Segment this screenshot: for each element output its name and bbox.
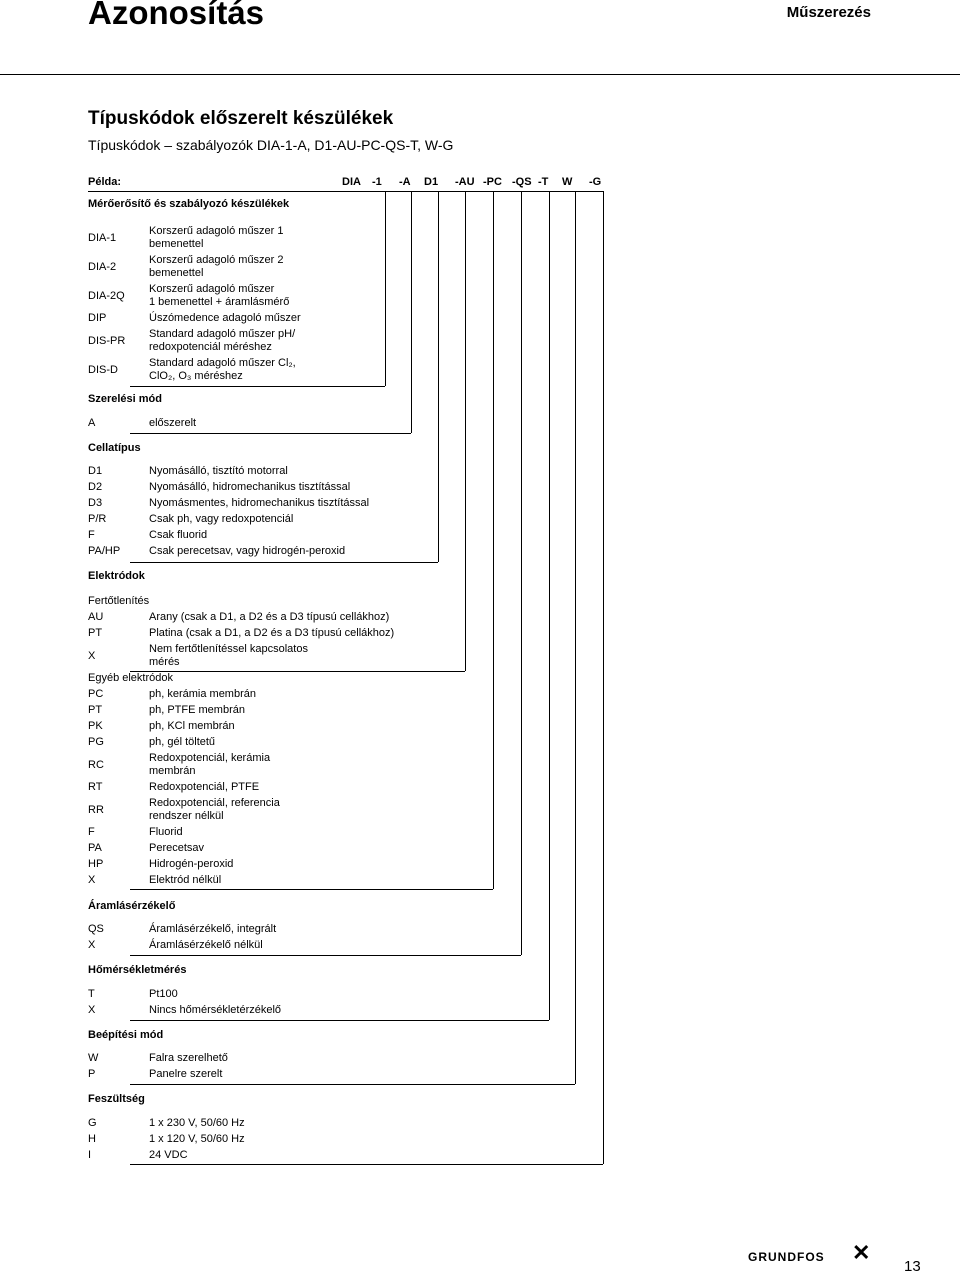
type-code: DIA-2 <box>88 261 117 273</box>
type-code: PA <box>88 842 102 854</box>
code-description: Korszerű adagoló műszer 2 <box>149 254 284 266</box>
type-code: QS <box>88 923 104 935</box>
page-number: 13 <box>904 1258 921 1275</box>
column-connector <box>521 191 522 955</box>
section-title: Beépítési mód <box>88 1029 164 1041</box>
code-description: Redoxpotenciál, referencia <box>149 797 280 809</box>
code-description: előszerelt <box>149 417 197 429</box>
example-code: -PC <box>483 176 502 188</box>
type-code: RT <box>88 781 103 793</box>
type-code: PA/HP <box>88 545 121 557</box>
column-connector <box>438 191 439 562</box>
code-description: Panelre szerelt <box>149 1068 223 1080</box>
column-connector <box>465 191 466 671</box>
code-description: Nyomásálló, tisztító motorral <box>149 465 288 477</box>
section-title: Cellatípus <box>88 442 141 454</box>
code-description: 24 VDC <box>149 1149 188 1161</box>
example-code: D1 <box>424 176 439 188</box>
example-underline <box>88 191 604 192</box>
code-description: Redoxpotenciál, PTFE <box>149 781 260 793</box>
subsection-title: Fertőtlenítés <box>88 595 150 607</box>
type-code: DIP <box>88 312 107 324</box>
section-label: Műszerezés <box>786 4 871 21</box>
type-code: F <box>88 826 95 838</box>
code-description: Nincs hőmérsékletérzékelő <box>149 1004 282 1016</box>
type-code: X <box>88 874 96 886</box>
subtitle: Típuskódok – szabályozók DIA-1-A, D1-AU-PC-QS-T, W-G <box>88 137 454 153</box>
code-description: mérés <box>149 656 180 668</box>
code-description: Nem fertőtlenítéssel kapcsolatos <box>149 643 308 655</box>
code-description: Platina (csak a D1, a D2 és a D3 típusú cellákhoz) <box>149 627 395 639</box>
code-description: rendszer nélkül <box>149 810 224 822</box>
code-description: Csak perecetsav, vagy hidrogén-peroxid <box>149 545 346 557</box>
example-code: W <box>562 176 573 188</box>
code-description: Fluorid <box>149 826 183 838</box>
code-description: Csak ph, vagy redoxpotenciál <box>149 513 294 525</box>
type-code: PT <box>88 704 103 716</box>
column-connector <box>385 191 386 386</box>
column-connector <box>493 191 494 889</box>
section-title: Elektródok <box>88 570 145 582</box>
type-code: P <box>88 1068 96 1080</box>
type-code: HP <box>88 858 104 870</box>
type-code: PK <box>88 720 103 732</box>
code-description: bemenettel <box>149 238 204 250</box>
section-end-line <box>130 386 385 387</box>
section-end-line <box>130 1020 549 1021</box>
brand-logo: GRUNDFOS <box>748 1250 825 1264</box>
code-description: Standard adagoló műszer Cl₂, <box>149 357 296 369</box>
type-code: A <box>88 417 96 429</box>
code-description: 1 bemenettel + áramlásmérő <box>149 296 290 308</box>
brand-mark-icon: ✕ <box>852 1240 871 1265</box>
code-description: Nyomásálló, hidromechanikus tisztítással <box>149 481 351 493</box>
code-description: Hidrogén-peroxid <box>149 858 234 870</box>
type-code: AU <box>88 611 104 623</box>
type-code: D2 <box>88 481 103 493</box>
code-description: ph, kerámia membrán <box>149 688 256 700</box>
type-code: X <box>88 1004 96 1016</box>
section-end-line <box>130 433 411 434</box>
section-end-line <box>130 671 465 672</box>
code-description: ph, gél töltetű <box>149 736 216 748</box>
type-code: F <box>88 529 95 541</box>
example-code: -T <box>538 176 549 188</box>
example-label: Példa: <box>88 176 122 188</box>
section-title: Szerelési mód <box>88 393 162 405</box>
code-description: 1 x 230 V, 50/60 Hz <box>149 1117 245 1129</box>
column-connector <box>575 191 576 1084</box>
type-code: RR <box>88 804 104 816</box>
type-code: DIA-1 <box>88 232 117 244</box>
section-title: Áramlásérzékelő <box>88 900 176 912</box>
header-divider <box>0 74 960 75</box>
example-code: -1 <box>372 176 382 188</box>
type-code: X <box>88 939 96 951</box>
code-description: Nyomásmentes, hidromechanikus tisztítással <box>149 497 370 509</box>
type-code: D3 <box>88 497 103 509</box>
type-code: P/R <box>88 513 107 525</box>
type-code: T <box>88 988 95 1000</box>
code-description: Korszerű adagoló műszer <box>149 283 275 295</box>
type-code: DIA-2Q <box>88 290 125 302</box>
section-end-line <box>130 1084 575 1085</box>
code-description: redoxpotenciál méréshez <box>149 341 272 353</box>
column-connector <box>603 191 604 1164</box>
type-code: G <box>88 1117 97 1129</box>
code-description: Elektród nélkül <box>149 874 222 886</box>
code-description: Pt100 <box>149 988 178 1000</box>
code-description: 1 x 120 V, 50/60 Hz <box>149 1133 245 1145</box>
type-code: D1 <box>88 465 103 477</box>
code-description: Falra szerelhető <box>149 1052 228 1064</box>
code-description: bemenettel <box>149 267 204 279</box>
code-description: ph, KCl membrán <box>149 720 235 732</box>
section-end-line <box>130 955 521 956</box>
code-description: Arany (csak a D1, a D2 és a D3 típusú cellákhoz) <box>149 611 390 623</box>
section-title: Hőmérsékletmérés <box>88 964 187 976</box>
example-code: -G <box>589 176 602 188</box>
column-connector <box>411 191 412 433</box>
code-description: Áramlásérzékelő nélkül <box>149 939 263 951</box>
page-title: Azonosítás <box>88 0 265 31</box>
section-title: Feszültség <box>88 1093 145 1105</box>
code-description: Csak fluorid <box>149 529 208 541</box>
code-description: membrán <box>149 765 196 777</box>
main-title: Típuskódok előszerelt készülékek <box>88 108 394 129</box>
subsection-title: Egyéb elektródok <box>88 672 173 684</box>
type-code: PT <box>88 627 103 639</box>
type-code: PC <box>88 688 104 700</box>
type-code: W <box>88 1052 99 1064</box>
example-code: -QS <box>512 176 532 188</box>
code-description: ph, PTFE membrán <box>149 704 245 716</box>
column-connector <box>549 191 550 1020</box>
example-code: -AU <box>455 176 475 188</box>
type-code: DIS-PR <box>88 335 126 347</box>
example-code: -A <box>399 176 411 188</box>
type-code: X <box>88 650 96 662</box>
code-description: Korszerű adagoló műszer 1 <box>149 225 284 237</box>
type-code: PG <box>88 736 104 748</box>
code-description: Áramlásérzékelő, integrált <box>149 923 277 935</box>
code-description: Redoxpotenciál, kerámia <box>149 752 271 764</box>
type-code: RC <box>88 759 104 771</box>
code-description: Perecetsav <box>149 842 205 854</box>
section-end-line <box>130 1164 603 1165</box>
type-code: DIS-D <box>88 364 118 376</box>
section-end-line <box>130 889 493 890</box>
section-end-line <box>130 562 438 563</box>
code-description: ClO₂, O₃ méréshez <box>149 370 243 382</box>
type-code: I <box>88 1149 92 1161</box>
example-code: DIA <box>342 176 361 188</box>
code-description: Standard adagoló műszer pH/ <box>149 328 296 340</box>
code-description: Úszómedence adagoló műszer <box>149 312 301 324</box>
section-title: Mérőerősítő és szabályozó készülékek <box>88 198 290 210</box>
type-code: H <box>88 1133 96 1145</box>
